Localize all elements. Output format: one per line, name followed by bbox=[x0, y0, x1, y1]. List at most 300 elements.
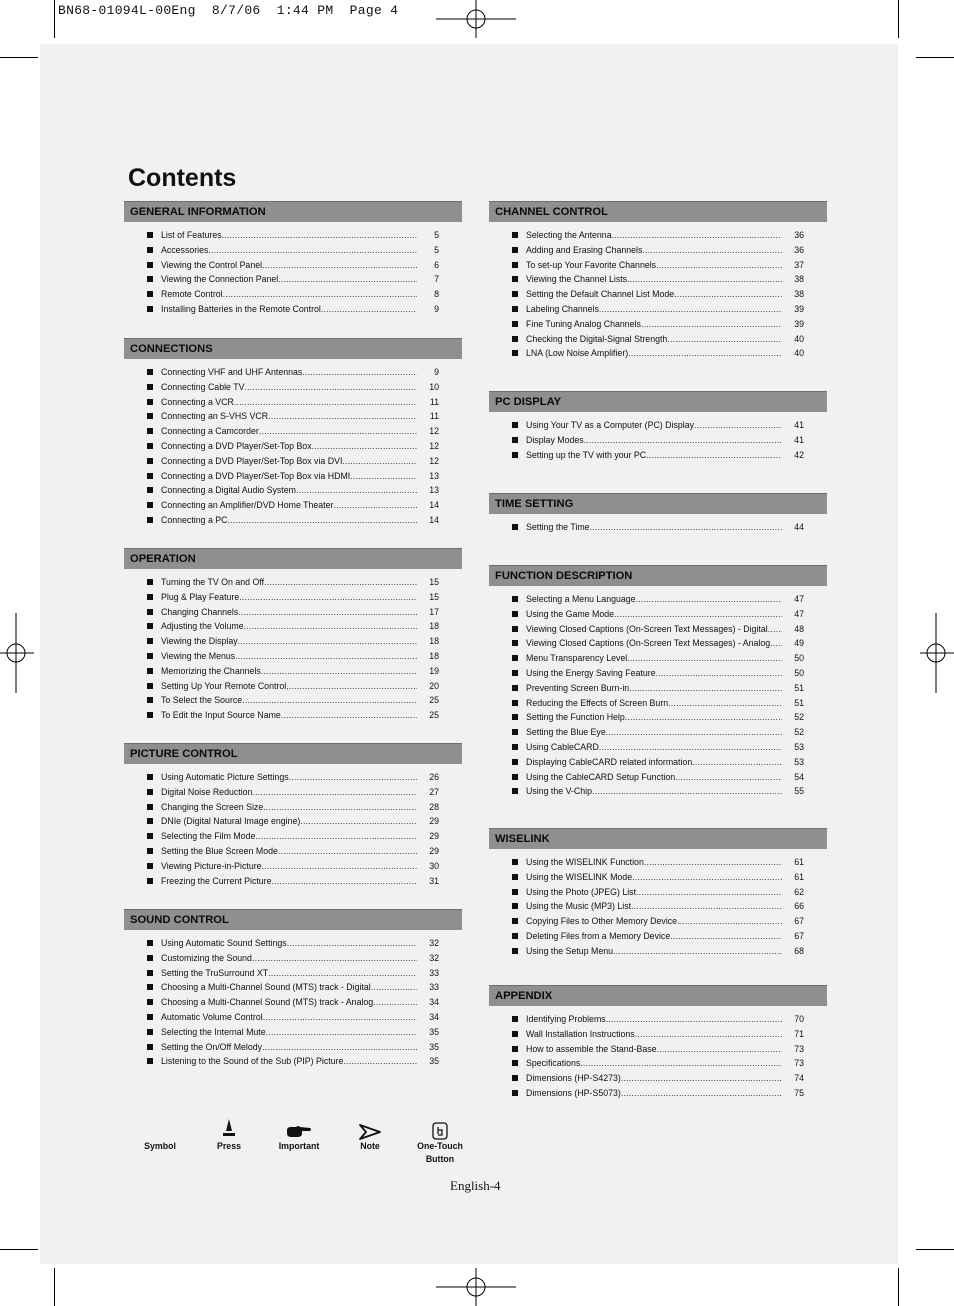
toc-entry-page: 53 bbox=[794, 756, 804, 767]
toc-entry[interactable] bbox=[124, 995, 462, 1010]
toc-entry[interactable] bbox=[124, 409, 462, 424]
square-bullet-icon bbox=[147, 833, 153, 839]
toc-entry-page: 29 bbox=[429, 845, 439, 856]
dot-leader bbox=[239, 590, 417, 605]
section-operation bbox=[124, 548, 462, 723]
legend-important: Important bbox=[269, 1112, 329, 1153]
toc-entry-page: 18 bbox=[429, 621, 439, 632]
toc-entry-page: 47 bbox=[794, 594, 804, 604]
toc-entry-label: DNIe (Digital Natural Image engine) bbox=[161, 816, 301, 827]
section-general-information bbox=[124, 201, 462, 317]
toc-entry-page: 35 bbox=[429, 1041, 439, 1052]
toc-entry-page: 53 bbox=[794, 741, 804, 752]
section-time-setting bbox=[489, 493, 827, 535]
toc-entry[interactable] bbox=[489, 944, 827, 959]
dot-leader bbox=[266, 1025, 417, 1040]
toc-entry[interactable] bbox=[489, 1086, 827, 1101]
square-bullet-icon bbox=[147, 623, 153, 629]
section-header: PICTURE CONTROL bbox=[124, 743, 462, 764]
toc-entry[interactable] bbox=[124, 844, 462, 859]
toc-entry[interactable] bbox=[489, 651, 827, 666]
toc-entry-label: Remote Control bbox=[161, 289, 223, 300]
toc-entry-label: Viewing Picture-in-Picture bbox=[161, 860, 262, 871]
square-bullet-icon bbox=[147, 262, 153, 268]
square-bullet-icon bbox=[512, 321, 518, 327]
square-bullet-icon bbox=[147, 712, 153, 718]
toc-entry-page: 26 bbox=[429, 772, 439, 782]
toc-entry[interactable] bbox=[489, 228, 827, 243]
dot-leader bbox=[222, 228, 417, 243]
toc-entry-page: 73 bbox=[794, 1043, 804, 1054]
toc-entry[interactable] bbox=[124, 272, 462, 287]
square-bullet-icon bbox=[147, 473, 153, 479]
square-bullet-icon bbox=[147, 502, 153, 508]
dot-leader bbox=[272, 874, 418, 889]
toc-entry[interactable] bbox=[489, 855, 827, 870]
section-header: OPERATION bbox=[124, 548, 462, 569]
dot-leader bbox=[674, 287, 782, 302]
toc-entry-label: Automatic Volume Control bbox=[161, 1011, 263, 1022]
pointing-hand-icon bbox=[269, 1112, 329, 1140]
dot-leader bbox=[263, 1010, 417, 1025]
dot-leader bbox=[606, 725, 782, 740]
toc-entry[interactable] bbox=[489, 914, 827, 929]
toc-entry-label: Using Your TV as a Computer (PC) Display bbox=[526, 420, 695, 430]
toc-entry[interactable] bbox=[489, 725, 827, 740]
square-bullet-icon bbox=[147, 789, 153, 795]
toc-entry[interactable] bbox=[489, 696, 827, 711]
square-bullet-icon bbox=[147, 428, 153, 434]
toc-entry-label: Using the Game Mode bbox=[526, 608, 615, 619]
toc-entry[interactable] bbox=[489, 1012, 827, 1027]
dot-leader bbox=[278, 844, 417, 859]
toc-entry[interactable] bbox=[124, 936, 462, 951]
square-bullet-icon bbox=[512, 232, 518, 238]
dot-leader bbox=[592, 784, 782, 799]
dot-leader bbox=[590, 520, 782, 535]
toc-entry-page: 39 bbox=[794, 303, 804, 314]
toc-entry-page: 40 bbox=[794, 348, 804, 359]
toc-entry[interactable] bbox=[124, 619, 462, 634]
dot-leader bbox=[692, 755, 782, 770]
section-header: WISELINK bbox=[489, 828, 827, 849]
square-bullet-icon bbox=[147, 399, 153, 405]
dot-leader bbox=[302, 365, 417, 380]
legend-symbol: Symbol bbox=[144, 1141, 176, 1151]
dot-leader bbox=[657, 1042, 782, 1057]
toc-entry[interactable] bbox=[124, 424, 462, 439]
dot-leader bbox=[656, 666, 782, 681]
toc-entry-page: 61 bbox=[794, 871, 804, 882]
toc-entry[interactable] bbox=[124, 228, 462, 243]
toc-entry-label: Selecting a Menu Language bbox=[526, 594, 636, 604]
toc-entry[interactable] bbox=[489, 740, 827, 755]
toc-entry-page: 11 bbox=[429, 396, 439, 407]
square-bullet-icon bbox=[512, 1031, 518, 1037]
toc-entry-page: 52 bbox=[794, 712, 804, 723]
toc-entry-page: 36 bbox=[794, 230, 804, 240]
square-bullet-icon bbox=[147, 594, 153, 600]
toc-entry[interactable] bbox=[489, 346, 827, 361]
legend-press: Press bbox=[199, 1112, 259, 1153]
dot-leader bbox=[208, 243, 417, 258]
toc-entry[interactable] bbox=[124, 605, 462, 620]
toc-entry-label: Digital Noise Reduction bbox=[161, 786, 253, 797]
toc-entry[interactable] bbox=[489, 1027, 827, 1042]
toc-entry[interactable] bbox=[124, 693, 462, 708]
toc-entry-label: Connecting Cable TV bbox=[161, 381, 245, 392]
square-bullet-icon bbox=[512, 729, 518, 735]
square-bullet-icon bbox=[512, 640, 518, 646]
toc-entry-label: Connecting a DVD Player/Set-Top Box bbox=[161, 440, 312, 451]
toc-entry-page: 32 bbox=[429, 952, 439, 963]
dot-leader bbox=[635, 1027, 782, 1042]
toc-entry-label: Viewing Closed Captions (On-Screen Text Messages) - Analog bbox=[526, 638, 771, 649]
toc-entry[interactable] bbox=[124, 365, 462, 380]
toc-entry-label: Using the V-Chip bbox=[526, 786, 593, 797]
toc-entry[interactable] bbox=[489, 636, 827, 651]
dot-leader bbox=[312, 439, 417, 454]
toc-entry[interactable] bbox=[489, 1056, 827, 1071]
toc-entry-page: 8 bbox=[434, 289, 439, 300]
one-touch-button-icon bbox=[410, 1112, 470, 1140]
toc-entry[interactable] bbox=[489, 1071, 827, 1086]
toc-entry-label: Setting the On/Off Melody bbox=[161, 1041, 263, 1052]
toc-entry[interactable] bbox=[124, 439, 462, 454]
square-bullet-icon bbox=[147, 276, 153, 282]
toc-entry-label: Setting the Default Channel List Mode bbox=[526, 289, 675, 300]
toc-entry[interactable] bbox=[489, 433, 827, 448]
dot-leader bbox=[238, 634, 417, 649]
dot-leader bbox=[629, 681, 782, 696]
toc-entry-label: Adjusting the Volume bbox=[161, 621, 244, 632]
dot-leader bbox=[667, 332, 782, 347]
toc-entry[interactable] bbox=[124, 829, 462, 844]
toc-entry-page: 71 bbox=[794, 1028, 804, 1039]
toc-entry-page: 15 bbox=[429, 591, 439, 602]
toc-entry-page: 14 bbox=[429, 500, 439, 511]
toc-entry[interactable] bbox=[124, 380, 462, 395]
toc-entry-page: 5 bbox=[434, 230, 439, 240]
toc-entry[interactable] bbox=[489, 287, 827, 302]
dot-leader bbox=[281, 708, 417, 723]
square-bullet-icon bbox=[147, 638, 153, 644]
dot-leader bbox=[255, 829, 417, 844]
toc-entry-label: Dimensions (HP-S4273) bbox=[526, 1073, 621, 1084]
square-bullet-icon bbox=[147, 487, 153, 493]
toc-entry-page: 12 bbox=[429, 426, 439, 437]
toc-entry[interactable] bbox=[124, 469, 462, 484]
toc-entry-label: Plug & Play Feature bbox=[161, 591, 240, 602]
toc-entry[interactable] bbox=[489, 243, 827, 258]
page-footer: English-4 bbox=[450, 1178, 501, 1193]
legend-note: Note bbox=[340, 1112, 400, 1153]
dot-leader bbox=[244, 619, 417, 634]
toc-entry-page: 38 bbox=[794, 289, 804, 300]
toc-entry[interactable] bbox=[124, 708, 462, 723]
toc-entry-label: Labeling Channels bbox=[526, 303, 599, 314]
crop-mark bbox=[916, 1249, 954, 1250]
toc-entry[interactable] bbox=[124, 302, 462, 317]
square-bullet-icon bbox=[147, 1014, 153, 1020]
square-bullet-icon bbox=[512, 1090, 518, 1096]
toc-entry[interactable] bbox=[489, 622, 827, 637]
toc-entry-page: 10 bbox=[429, 381, 439, 392]
square-bullet-icon bbox=[512, 788, 518, 794]
dot-leader bbox=[264, 575, 417, 590]
toc-entry[interactable] bbox=[489, 418, 827, 433]
toc-entry[interactable] bbox=[489, 929, 827, 944]
toc-list bbox=[124, 365, 462, 528]
toc-entry[interactable] bbox=[124, 243, 462, 258]
toc-entry-label: Viewing the Menus bbox=[161, 650, 236, 661]
toc-entry[interactable] bbox=[489, 666, 827, 681]
toc-entry[interactable] bbox=[124, 575, 462, 590]
toc-entry[interactable] bbox=[124, 634, 462, 649]
toc-entry-page: 27 bbox=[429, 786, 439, 797]
toc-entry[interactable] bbox=[124, 859, 462, 874]
toc-list bbox=[124, 575, 462, 723]
section-function-description bbox=[489, 565, 827, 799]
square-bullet-icon bbox=[512, 1016, 518, 1022]
toc-entry[interactable] bbox=[489, 1042, 827, 1057]
toc-entry[interactable] bbox=[489, 302, 827, 317]
square-bullet-icon bbox=[147, 999, 153, 1005]
toc-entry-page: 70 bbox=[794, 1014, 804, 1024]
section-header: SOUND CONTROL bbox=[124, 909, 462, 930]
toc-list bbox=[489, 228, 827, 361]
toc-entry-page: 39 bbox=[794, 318, 804, 329]
toc-entry-page: 67 bbox=[794, 916, 804, 927]
toc-entry[interactable] bbox=[124, 287, 462, 302]
square-bullet-icon bbox=[512, 948, 518, 954]
dot-leader bbox=[621, 1086, 782, 1101]
square-bullet-icon bbox=[512, 889, 518, 895]
toc-entry[interactable] bbox=[489, 258, 827, 273]
toc-entry[interactable] bbox=[489, 784, 827, 799]
square-bullet-icon bbox=[512, 685, 518, 691]
toc-entry[interactable] bbox=[489, 899, 827, 914]
toc-entry-label: Setting the TruSurround XT bbox=[161, 967, 269, 978]
dot-leader bbox=[675, 770, 782, 785]
registration-mark-left bbox=[0, 613, 34, 693]
toc-entry[interactable] bbox=[124, 454, 462, 469]
toc-list bbox=[124, 936, 462, 1069]
toc-entry[interactable] bbox=[124, 980, 462, 995]
toc-entry[interactable] bbox=[124, 800, 462, 815]
toc-entry[interactable] bbox=[489, 885, 827, 900]
dot-leader bbox=[262, 258, 417, 273]
toc-entry-label: List of Features bbox=[161, 230, 222, 240]
toc-entry-page: 18 bbox=[429, 636, 439, 647]
toc-entry[interactable] bbox=[124, 1025, 462, 1040]
toc-entry-page: 47 bbox=[794, 608, 804, 619]
toc-entry-label: Using Automatic Picture Settings bbox=[161, 772, 289, 782]
toc-entry[interactable] bbox=[489, 710, 827, 725]
square-bullet-icon bbox=[147, 609, 153, 615]
crop-mark bbox=[916, 57, 954, 58]
toc-entry[interactable] bbox=[124, 258, 462, 273]
toc-entry[interactable] bbox=[124, 874, 462, 889]
square-bullet-icon bbox=[512, 918, 518, 924]
toc-entry-label: Connecting an Amplifier/DVD Home Theater bbox=[161, 500, 334, 511]
section-header: PC DISPLAY bbox=[489, 391, 827, 412]
crop-mark bbox=[54, 1268, 55, 1306]
toc-entry-page: 51 bbox=[794, 682, 804, 693]
square-bullet-icon bbox=[147, 984, 153, 990]
toc-entry-page: 62 bbox=[794, 886, 804, 897]
toc-entry-label: Connecting a PC bbox=[161, 514, 228, 525]
toc-entry-label: Viewing the Connection Panel bbox=[161, 274, 279, 285]
square-bullet-icon bbox=[147, 940, 153, 946]
square-bullet-icon bbox=[147, 653, 153, 659]
toc-entry-label: To Edit the Input Source Name bbox=[161, 710, 281, 721]
toc-entry[interactable] bbox=[124, 1054, 462, 1069]
toc-entry-label: Connecting an S-VHS VCR bbox=[161, 411, 269, 422]
toc-entry-label: Accessories bbox=[161, 244, 209, 255]
square-bullet-icon bbox=[512, 874, 518, 880]
dot-leader bbox=[642, 243, 782, 258]
toc-entry-label: Using the Music (MP3) List bbox=[526, 901, 632, 912]
toc-entry-page: 48 bbox=[794, 623, 804, 634]
registration-mark-right bbox=[920, 613, 954, 693]
square-bullet-icon bbox=[512, 774, 518, 780]
toc-entry[interactable] bbox=[489, 520, 827, 535]
toc-entry-label: How to assemble the Stand-Base bbox=[526, 1043, 657, 1054]
toc-entry-page: 14 bbox=[429, 514, 439, 525]
toc-entry[interactable] bbox=[124, 814, 462, 829]
note-arrow-icon bbox=[340, 1112, 400, 1140]
square-bullet-icon bbox=[512, 524, 518, 530]
dot-leader bbox=[646, 448, 782, 463]
dot-leader bbox=[770, 636, 782, 651]
toc-entry-page: 75 bbox=[794, 1087, 804, 1098]
toc-entry-label: Copying Files to Other Memory Device bbox=[526, 916, 678, 927]
toc-entry-label: Changing Channels bbox=[161, 606, 239, 617]
square-bullet-icon bbox=[147, 955, 153, 961]
dot-leader bbox=[599, 740, 782, 755]
square-bullet-icon bbox=[512, 276, 518, 282]
toc-entry[interactable] bbox=[124, 966, 462, 981]
toc-entry-page: 15 bbox=[429, 577, 439, 587]
dot-leader bbox=[371, 980, 417, 995]
dot-leader bbox=[223, 287, 417, 302]
square-bullet-icon bbox=[512, 859, 518, 865]
toc-entry-page: 52 bbox=[794, 727, 804, 738]
dot-leader bbox=[627, 272, 782, 287]
toc-entry-page: 35 bbox=[429, 1056, 439, 1067]
crop-mark bbox=[898, 1268, 899, 1306]
toc-entry[interactable] bbox=[489, 592, 827, 607]
toc-entry[interactable] bbox=[489, 770, 827, 785]
toc-entry[interactable] bbox=[124, 785, 462, 800]
toc-entry[interactable] bbox=[489, 448, 827, 463]
toc-entry[interactable] bbox=[489, 681, 827, 696]
dot-leader bbox=[261, 664, 417, 679]
square-bullet-icon bbox=[147, 369, 153, 375]
square-bullet-icon bbox=[512, 700, 518, 706]
dot-leader bbox=[278, 272, 417, 287]
square-bullet-icon bbox=[512, 437, 518, 443]
toc-entry-label: Selecting the Film Mode bbox=[161, 831, 256, 842]
dot-leader bbox=[234, 395, 417, 410]
toc-list bbox=[489, 1012, 827, 1101]
toc-entry[interactable] bbox=[489, 755, 827, 770]
toc-entry-label: Reducing the Effects of Screen Burn bbox=[526, 697, 669, 708]
toc-entry[interactable] bbox=[489, 272, 827, 287]
toc-entry[interactable] bbox=[124, 951, 462, 966]
toc-entry-label: Freezing the Current Picture bbox=[161, 875, 272, 886]
toc-entry[interactable] bbox=[489, 870, 827, 885]
dot-leader bbox=[599, 302, 782, 317]
toc-entry[interactable] bbox=[124, 1010, 462, 1025]
toc-entry-page: 5 bbox=[434, 244, 439, 255]
toc-entry-page: 51 bbox=[794, 697, 804, 708]
toc-entry-page: 34 bbox=[429, 997, 439, 1008]
section-header: APPENDIX bbox=[489, 985, 827, 1006]
toc-entry[interactable] bbox=[489, 332, 827, 347]
toc-entry[interactable] bbox=[124, 1040, 462, 1055]
toc-entry-page: 32 bbox=[429, 938, 439, 948]
square-bullet-icon bbox=[512, 306, 518, 312]
toc-entry-label: Turning the TV On and Off bbox=[161, 577, 265, 587]
dot-leader bbox=[252, 785, 417, 800]
toc-entry[interactable] bbox=[124, 770, 462, 785]
toc-entry[interactable] bbox=[124, 498, 462, 513]
square-bullet-icon bbox=[147, 1058, 153, 1064]
toc-entry-label: Using the WISELINK Mode bbox=[526, 871, 633, 882]
toc-entry-label: Viewing the Channel Lists bbox=[526, 274, 628, 285]
toc-entry[interactable] bbox=[489, 317, 827, 332]
toc-entry[interactable] bbox=[124, 395, 462, 410]
dot-leader bbox=[584, 433, 782, 448]
toc-entry[interactable] bbox=[124, 513, 462, 528]
square-bullet-icon bbox=[147, 247, 153, 253]
toc-entry-label: Installing Batteries in the Remote Control bbox=[161, 303, 321, 314]
toc-list bbox=[489, 520, 827, 535]
toc-entry[interactable] bbox=[124, 679, 462, 694]
toc-entry[interactable] bbox=[124, 483, 462, 498]
dot-leader bbox=[614, 607, 782, 622]
toc-entry-label: Setting the Blue Eye bbox=[526, 727, 606, 738]
toc-entry-page: 12 bbox=[429, 455, 439, 466]
toc-entry-label: Using the Energy Saving Feature bbox=[526, 667, 656, 678]
toc-entry[interactable] bbox=[124, 590, 462, 605]
square-bullet-icon bbox=[512, 336, 518, 342]
dot-leader bbox=[321, 302, 417, 317]
toc-entry[interactable] bbox=[489, 607, 827, 622]
toc-entry[interactable] bbox=[124, 649, 462, 664]
dot-leader bbox=[268, 409, 417, 424]
section-pc-display bbox=[489, 391, 827, 462]
square-bullet-icon bbox=[147, 774, 153, 780]
toc-entry-page: 44 bbox=[794, 522, 804, 532]
toc-entry-page: 29 bbox=[429, 816, 439, 827]
toc-entry-label: Displaying CableCARD related information bbox=[526, 756, 693, 767]
square-bullet-icon bbox=[512, 714, 518, 720]
dot-leader bbox=[768, 622, 782, 637]
toc-list bbox=[124, 770, 462, 888]
toc-entry-label: Display Modes bbox=[526, 434, 584, 445]
toc-entry-page: 35 bbox=[429, 1026, 439, 1037]
toc-entry[interactable] bbox=[124, 664, 462, 679]
square-bullet-icon bbox=[512, 759, 518, 765]
dot-leader bbox=[641, 317, 782, 332]
square-bullet-icon bbox=[512, 611, 518, 617]
square-bullet-icon bbox=[147, 579, 153, 585]
toc-entry-label: Preventing Screen Burn-in bbox=[526, 682, 630, 693]
toc-entry-label: Viewing the Control Panel bbox=[161, 259, 263, 270]
